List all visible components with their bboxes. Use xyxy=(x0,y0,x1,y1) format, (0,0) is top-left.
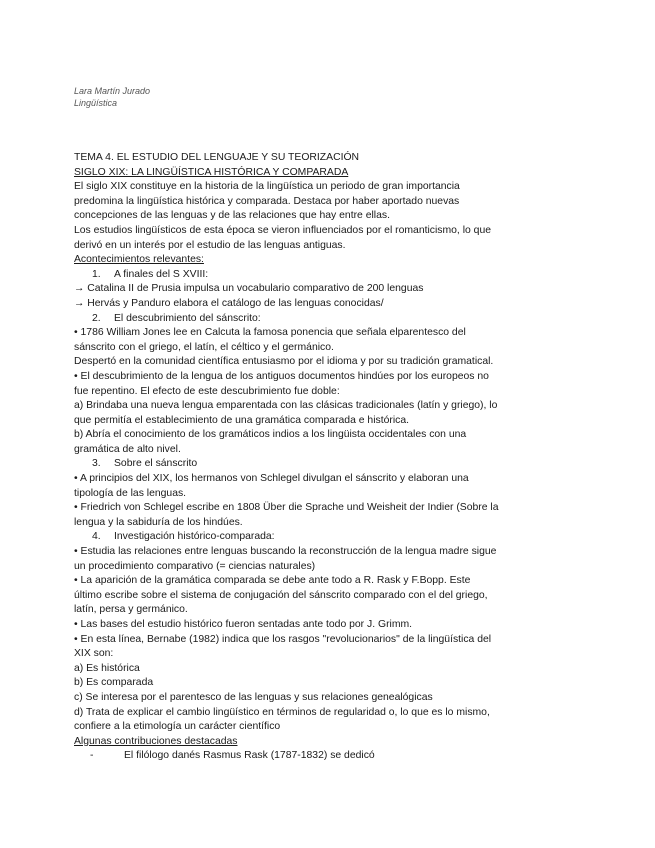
text-line: b) Abría el conocimiento de los gramáticos indios a los lingüista occidentales con una xyxy=(74,429,467,441)
document-body xyxy=(74,151,526,764)
list-label: El descubrimiento del sánscrito: xyxy=(114,312,261,324)
text-line: concepciones de las lenguas y de las relaciones que hay entre ellas. xyxy=(74,210,390,222)
text-line: • En esta línea, Bernabe (1982) indica que los rasgos "revolucionarios" de la lingüística del xyxy=(74,633,492,645)
text-line: → Catalina II de Prusia impulsa un vocabulario comparativo de 200 lenguas xyxy=(74,283,424,295)
text-line: Los estudios lingüísticos de esta época se vieron influenciados por el romanticismo, lo que xyxy=(74,224,492,236)
text-line: • El descubrimiento de la lengua de los antiguos documentos hindúes por los europeos no xyxy=(74,370,489,382)
text-line: • 1786 William Jones lee en Calcuta la famosa ponencia que señala elparentesco del xyxy=(74,327,466,339)
list-number: 3. xyxy=(92,458,101,470)
list-number: 1. xyxy=(92,268,101,280)
text-line: • Las bases del estudio histórico fueron sentadas ante todo por J. Grimm. xyxy=(74,619,413,630)
author-name: Lara Martín Jurado xyxy=(74,86,151,96)
text-line: fue repentino. El efecto de este descubrimiento fue doble: xyxy=(74,385,340,397)
text-line: d) Trata de explicar el cambio lingüístico en términos de regularidad o, lo que es lo mismo, xyxy=(74,706,490,718)
text-line: → Hervás y Panduro elabora el catálogo de las lenguas conocidas/ xyxy=(74,297,384,309)
list-label: Sobre el sánscrito xyxy=(114,458,198,470)
list-label: Investigación histórico-comparada: xyxy=(114,531,275,543)
document-subtitle: SIGLO XIX: LA LINGÜÍSTICA HISTÓRICA Y COMPARADA xyxy=(74,166,349,178)
text-line: a) Es histórica xyxy=(74,662,140,674)
document-title: TEMA 4. EL ESTUDIO DEL LENGUAJE Y SU TEORIZACIÓN xyxy=(74,152,360,163)
text-line: predomina la lingüística histórica y comparada. Destaca por haber aportado nuevas xyxy=(74,195,460,207)
events-heading: Acontecimientos relevantes: xyxy=(74,254,204,266)
list-label: El filólogo danés Rasmus Rask (1787-1832) se dedicó xyxy=(124,750,375,762)
contributions-heading: Algunas contribuciones destacadas xyxy=(74,735,238,747)
page-header xyxy=(74,85,150,109)
list-number: 4. xyxy=(92,531,101,543)
text-line: que permitía el establecimiento de una gramática comparada e histórica. xyxy=(74,414,409,426)
list-item-3 xyxy=(74,457,526,472)
text-line: gramática de alto nivel. xyxy=(74,443,181,455)
contribution-item xyxy=(74,749,526,764)
list-number: 2. xyxy=(92,312,101,324)
dash-bullet: - xyxy=(90,750,94,762)
list-item-4 xyxy=(74,530,526,545)
text-line: sánscrito con el griego, el latín, el céltico y el germánico. xyxy=(74,341,334,353)
text-line: tipología de las lenguas. xyxy=(74,487,187,499)
text-line: a) Brindaba una nueva lengua emparentada con las clásicas tradicionales (latín y griego), lo xyxy=(74,400,498,412)
text-line: • Estudia las relaciones entre lenguas buscando la reconstrucción de la lengua madre sigue xyxy=(74,546,497,558)
list-item-2 xyxy=(74,312,526,327)
text-line: • A principios del XIX, los hermanos von Schlegel divulgan el sánscrito y elaboran una xyxy=(74,473,469,485)
intro-paragraph xyxy=(74,180,526,253)
text-line: un procedimiento comparativo (= ciencias naturales) xyxy=(74,560,316,572)
text-line: El siglo XIX constituye en la historia de la lingüística un periodo de gran importancia xyxy=(74,181,460,193)
text-line: c) Se interesa por el parentesco de las lenguas y sus relaciones genealógicas xyxy=(74,691,433,703)
text-line: • La aparición de la gramática comparada se debe ante todo a R. Rask y F.Bopp. Este xyxy=(74,575,471,587)
list-label: A finales del S XVIII: xyxy=(114,268,209,280)
text-line: derivó en un interés por el estudio de las lenguas antiguas. xyxy=(74,239,346,251)
list-item-1 xyxy=(74,268,526,283)
text-line: • Friedrich von Schlegel escribe en 1808 Über die Sprache und Weisheit der Indier (Sobre la xyxy=(74,502,499,514)
text-line: último escribe sobre el sistema de conjugación del sánscrito comparado con el del griego, xyxy=(74,589,488,601)
text-line: Despertó en la comunidad científica entusiasmo por el idioma y por su tradición gramatical. xyxy=(74,356,494,368)
text-line: b) Es comparada xyxy=(74,677,154,689)
text-line: confiere a la etimología un carácter científico xyxy=(74,721,281,733)
text-line: lengua y la sabiduría de los hindúes. xyxy=(74,516,243,528)
text-line: XIX son: xyxy=(74,648,114,660)
subject-name: Lingüística xyxy=(74,98,118,108)
text-line: latín, persa y germánico. xyxy=(74,604,188,616)
